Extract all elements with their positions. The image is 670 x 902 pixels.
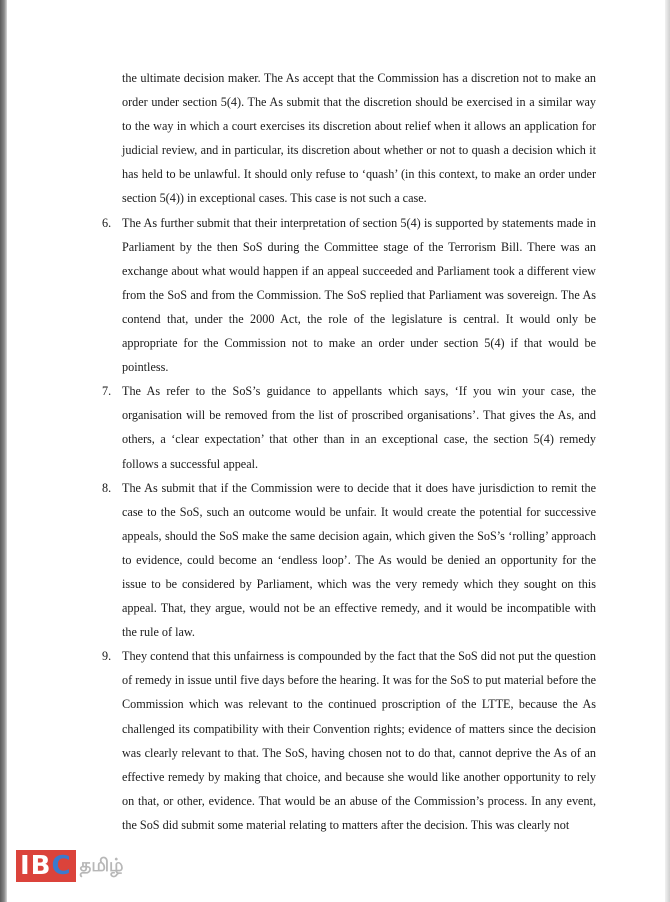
logo-letters-ib: IB bbox=[20, 851, 52, 881]
paragraph-text: The As further submit that their interpretation of section 5(4) is supported by statements made in Parliament by the then SoS during the Committee stage of the Terrorism Bill. There was an exchange about what would happen if an appeal succeeded and Parliament took a different view from the SoS and from the Commission. The SoS replied that Parliament was sovereign. The As contend that, under the 2000 Act, the role of the legislature is central. It would only be appropriate for the Commission not to make an order under section 5(4) if that would be pointless. bbox=[122, 215, 596, 375]
numbered-paragraph-8 bbox=[88, 476, 596, 645]
paragraph-number: 9. bbox=[102, 649, 112, 664]
paragraph-number: 6. bbox=[102, 215, 112, 230]
paragraph-text: The As submit that if the Commission were to decide that it does have jurisdiction to remit the case to the SoS, such an outcome would be unfair. It would create the potential for successive appeals, should the SoS make the same decision again, which given the SoS’s ‘rolling’ approach to evidence, could become an ‘endless loop’. The As would be denied an opportunity for the issue to be considered by Parliament, which was the very remedy which they sought on this appeal. That, they argue, would not be an effective remedy, and it would be incompatible with the rule of law. bbox=[122, 480, 596, 640]
paragraph-text: They contend that this unfairness is compounded by the fact that the SoS did not put the question of remedy in issue until five days before the hearing. It was for the SoS to put material before the Commission which was relevant to the continued proscription of the LTTE, because the As challenged its compatibility with their Convention rights; evidence of matters since the decision was clearly relevant to that. The SoS, having chosen not to do that, cannot deprive the As of an effective remedy by making that choice, and because she would like another opportunity to rely on that, or other, evidence. That would be an abuse of the Commission’s process. In any event, the SoS did submit some material relating to matters after the decision. This was clearly not bbox=[122, 649, 596, 832]
paragraph-text: The As refer to the SoS’s guidance to appellants which says, ‘If you win your case, the organisation will be removed from the list of proscribed organisations’. That gives the As, and others, a ‘clear expectation’ that other than in an exceptional case, the section 5(4) remedy follows a successful appeal. bbox=[122, 384, 596, 471]
document-body bbox=[88, 66, 596, 837]
ibc-logo-mark bbox=[16, 850, 76, 882]
page-edge-shadow bbox=[0, 0, 7, 902]
paragraph-number: 7. bbox=[102, 384, 112, 399]
logo-letter-c: C bbox=[51, 851, 72, 881]
logo-tamil-script: தமிழ் bbox=[79, 854, 124, 876]
ibc-tamil-watermark-logo bbox=[16, 848, 124, 884]
numbered-paragraph-6 bbox=[88, 211, 596, 380]
numbered-paragraph-9 bbox=[88, 644, 596, 837]
numbered-paragraph-7 bbox=[88, 379, 596, 475]
page-edge-highlight bbox=[665, 0, 670, 902]
paragraph-number: 8. bbox=[102, 480, 112, 495]
intro-paragraph: the ultimate decision maker. The As accept that the Commission has a discretion not to make an order under section 5(4). The As submit that the discretion should be exercised in a similar way to the way in which a court exercises its discretion about relief when it allows an application for judicial review, and in particular, its discretion about whether or not to quash a decision which it has held to be unlawful. It should only refuse to ‘quash’ (in this context, to make an order under section 5(4)) in exceptional cases. This case is not such a case. bbox=[122, 71, 596, 206]
